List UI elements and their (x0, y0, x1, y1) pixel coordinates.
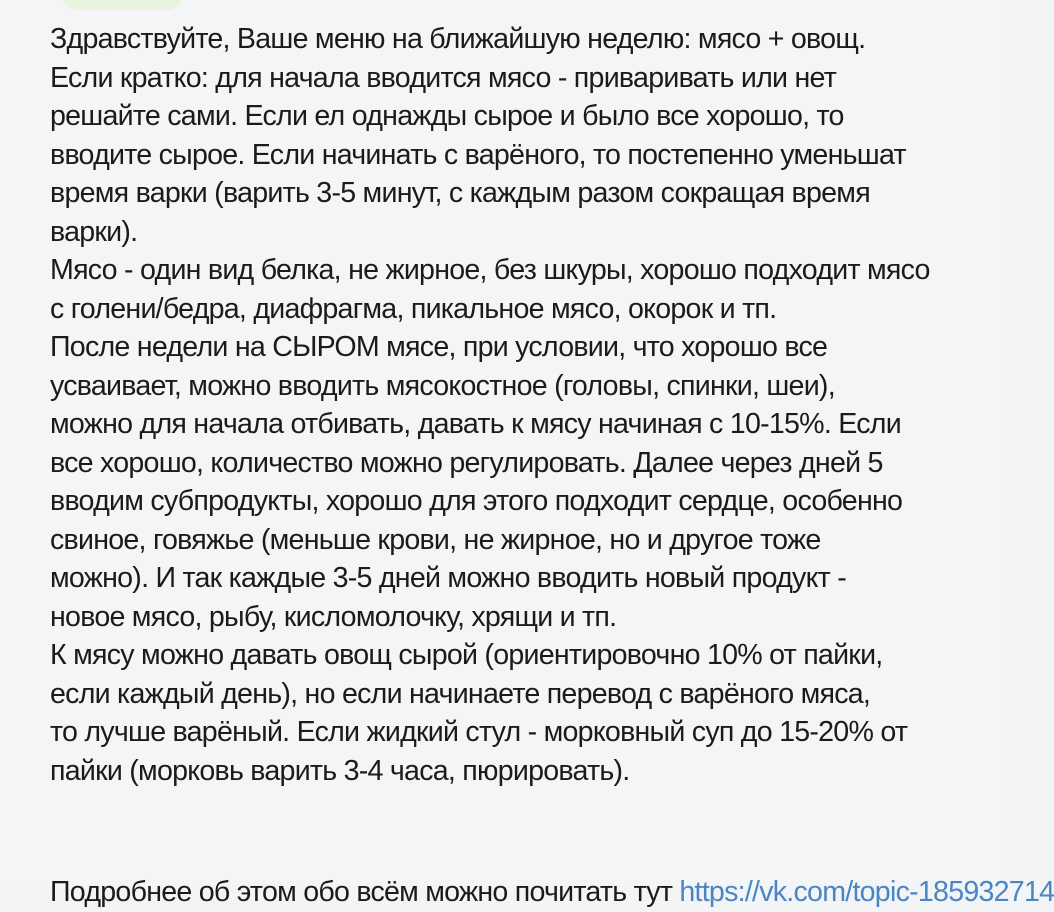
message-line-8: с голени/бедра, диафрагма, пикальное мясо, окорок и тп. (50, 292, 777, 325)
message-line-4: вводите сырое. Если начинать с варёного, то постепенно уменьшат (50, 138, 906, 171)
message-line-17: К мясу можно давать овощ сырой (ориентировочно 10% от пайки, (50, 639, 883, 671)
message-line-11: можно для начала отбивать, давать к мясу начиная с 10-15%. Если (50, 408, 901, 440)
message-line-2: Если кратко: для начала вводится мясо - приваривать или нет (50, 61, 837, 94)
message-text (50, 20, 990, 790)
message-cut-line (50, 873, 1054, 908)
message-line-6: варки). (50, 215, 138, 248)
cut-line-link[interactable]: https://vk.com/topic-185932714 (679, 876, 1054, 908)
message-line-9: После недели на СЫРОМ мясе, при условии, что хорошо все (50, 331, 828, 363)
message-line-12: все хорошо, количество можно регулировать. Далее через дней 5 (50, 446, 883, 479)
message-line-13: вводим субпродукты, хорошо для этого подходит сердце, особенно (50, 485, 903, 517)
message-line-5: время варки (варить 3-5 минут, с каждым разом сокращая время (50, 177, 870, 209)
message-line-16: новое мясо, рыбу, кисломолочку, хрящи и тп. (50, 600, 617, 633)
message-line-15: можно). И так каждые 3-5 дней можно вводить новый продукт - (50, 562, 846, 594)
message-line-14: свиное, говяжье (меньше крови, не жирное, но и другое тоже (50, 523, 821, 556)
message-line-10: усваивает, можно вводить мясокостное (головы, спинки, шеи), (50, 369, 835, 402)
message-line-7: Мясо - один вид белка, не жирное, без шкуры, хорошо подходит мясо (50, 254, 930, 286)
message-line-19: то лучше варёный. Если жидкий стул - морковный суп до 15-20% от (50, 716, 908, 748)
message-line-1: Здравствуйте, Ваше меню на ближайшую неделю: мясо + овощ. (50, 23, 866, 55)
message-line-18: если каждый день), но если начинаете перевод с варёного мяса, (50, 677, 871, 710)
message-line-3: решайте сами. Если ел однажды сырое и было все хорошо, то (50, 100, 844, 132)
cut-line-text: Подробнее об этом обо всём можно почитать тут (50, 876, 673, 908)
message-bubble-edge (62, 0, 182, 10)
message-line-20: пайки (морковь варить 3-4 часа, пюрировать). (50, 754, 630, 787)
